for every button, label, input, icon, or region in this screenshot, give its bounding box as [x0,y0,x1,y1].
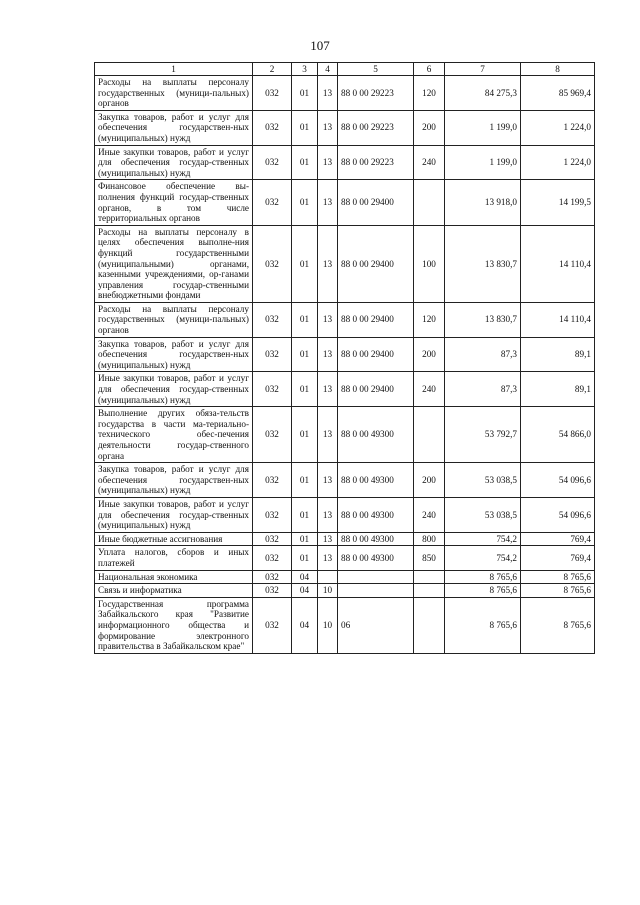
row-pr: 13 [318,302,338,337]
row-rz: 04 [292,597,318,653]
table-row [95,584,595,598]
row-ved: 032 [253,546,292,570]
row-vr [414,180,445,225]
row-pr: 13 [318,76,338,111]
row-pr: 13 [318,180,338,225]
row-rz: 04 [292,570,318,584]
row-pr: 13 [318,532,338,546]
row-pr: 13 [318,407,338,463]
row-vr: 200 [414,337,445,372]
row-ved: 032 [253,110,292,145]
row-sum1: 13 830,7 [445,225,521,302]
page-number: 107 [310,38,330,53]
row-rz: 04 [292,584,318,598]
table-row [95,337,595,372]
row-rz: 01 [292,497,318,532]
row-sum2: 8 765,6 [521,584,595,598]
row-sum2: 89,1 [521,337,595,372]
row-sum2: 89,1 [521,372,595,407]
row-name: Иные бюджетные ассигнования [95,532,253,546]
row-sum1: 754,2 [445,546,521,570]
row-pr: 13 [318,145,338,180]
row-sum2: 54 866,0 [521,407,595,463]
row-sum2: 14 110,4 [521,302,595,337]
row-vr: 200 [414,110,445,145]
row-sum2: 769,4 [521,532,595,546]
row-vr: 120 [414,76,445,111]
row-ved: 032 [253,337,292,372]
row-ved: 032 [253,76,292,111]
table-row [95,463,595,498]
table-row [95,180,595,225]
row-sum1: 84 275,3 [445,76,521,111]
row-vr: 850 [414,546,445,570]
header-cell: 6 [414,63,445,76]
row-sum1: 53 792,7 [445,407,521,463]
row-csr: 88 0 00 49300 [338,532,414,546]
row-pr: 13 [318,225,338,302]
row-ved: 032 [253,225,292,302]
row-csr: 88 0 00 29400 [338,302,414,337]
table-row [95,372,595,407]
header-cell: 3 [292,63,318,76]
row-sum2: 54 096,6 [521,497,595,532]
row-name: Расходы на выплаты персоналу государственных (муници-пальных) органов [95,76,253,111]
row-csr: 88 0 00 29223 [338,76,414,111]
row-pr: 13 [318,337,338,372]
row-ved: 032 [253,407,292,463]
row-ved: 032 [253,302,292,337]
row-sum1: 1 199,0 [445,110,521,145]
row-vr: 240 [414,372,445,407]
header-cell: 2 [253,63,292,76]
row-pr: 13 [318,497,338,532]
row-vr [414,570,445,584]
row-rz: 01 [292,110,318,145]
row-csr: 88 0 00 29400 [338,225,414,302]
table-row [95,497,595,532]
row-name: Финансовое обеспечение вы-полнения функций государ-ственных органов, в том числе территориальных органов [95,180,253,225]
row-name: Закупка товаров, работ и услуг для обеспечения государствен-ных (муниципальных) нужд [95,337,253,372]
row-csr: 88 0 00 29400 [338,180,414,225]
table-row [95,532,595,546]
row-sum1: 8 765,6 [445,597,521,653]
row-name: Расходы на выплаты персоналу в целях обеспечения выполне-ния функций государственными (муниципальными) органами, казенными учреждениями, ор-ганами управления государ-ственными внебюджетными фондами [95,225,253,302]
row-csr: 88 0 00 49300 [338,497,414,532]
row-csr: 88 0 00 29400 [338,372,414,407]
row-name: Государственная программа Забайкальского края "Развитие информационного общества и формирование электронного правительства в Забайкальском крае" [95,597,253,653]
row-vr: 240 [414,145,445,180]
row-ved: 032 [253,180,292,225]
row-sum2: 14 199,5 [521,180,595,225]
row-pr: 13 [318,110,338,145]
table-row [95,110,595,145]
table-row [95,407,595,463]
row-ved: 032 [253,372,292,407]
header-cell: 1 [95,63,253,76]
row-sum1: 754,2 [445,532,521,546]
row-csr: 88 0 00 29223 [338,145,414,180]
row-rz: 01 [292,372,318,407]
row-pr: 10 [318,584,338,598]
row-pr [318,570,338,584]
row-rz: 01 [292,463,318,498]
row-sum1: 87,3 [445,337,521,372]
row-name: Выполнение других обяза-тельств государства в части ма-териально-технического обес-печения деятельности государ-ственного органа [95,407,253,463]
row-pr: 13 [318,546,338,570]
row-csr: 88 0 00 49300 [338,463,414,498]
header-row [95,63,595,76]
row-ved: 032 [253,463,292,498]
row-name: Уплата налогов, сборов и иных платежей [95,546,253,570]
row-ved: 032 [253,597,292,653]
row-name: Закупка товаров, работ и услуг для обеспечения государствен-ных (муниципальных) нужд [95,110,253,145]
table-row [95,546,595,570]
row-ved: 032 [253,584,292,598]
row-sum2: 1 224,0 [521,110,595,145]
row-sum1: 87,3 [445,372,521,407]
header-cell: 5 [338,63,414,76]
row-ved: 032 [253,145,292,180]
row-sum2: 769,4 [521,546,595,570]
row-sum2: 1 224,0 [521,145,595,180]
row-rz: 01 [292,145,318,180]
row-vr: 200 [414,463,445,498]
row-csr: 88 0 00 29223 [338,110,414,145]
row-vr: 240 [414,497,445,532]
row-sum1: 13 830,7 [445,302,521,337]
row-rz: 01 [292,532,318,546]
row-sum1: 8 765,6 [445,570,521,584]
row-vr: 100 [414,225,445,302]
row-sum1: 8 765,6 [445,584,521,598]
row-vr: 800 [414,532,445,546]
row-vr [414,407,445,463]
table-row [95,145,595,180]
row-rz: 01 [292,225,318,302]
table-row [95,597,595,653]
row-ved: 032 [253,532,292,546]
row-rz: 01 [292,407,318,463]
row-pr: 10 [318,597,338,653]
row-sum2: 14 110,4 [521,225,595,302]
row-name: Расходы на выплаты персоналу государственных (муници-пальных) органов [95,302,253,337]
row-sum1: 53 038,5 [445,463,521,498]
row-csr [338,570,414,584]
row-sum2: 8 765,6 [521,597,595,653]
row-sum2: 85 969,4 [521,76,595,111]
row-sum1: 53 038,5 [445,497,521,532]
row-vr: 120 [414,302,445,337]
row-ved: 032 [253,570,292,584]
row-rz: 01 [292,337,318,372]
row-name: Связь и информатика [95,584,253,598]
row-sum1: 1 199,0 [445,145,521,180]
row-csr [338,584,414,598]
budget-table [94,62,595,654]
row-sum2: 8 765,6 [521,570,595,584]
row-vr [414,597,445,653]
row-pr: 13 [318,372,338,407]
row-name: Иные закупки товаров, работ и услуг для обеспечения государ-ственных (муниципальных) нужд [95,145,253,180]
row-ved: 032 [253,497,292,532]
row-name: Национальная экономика [95,570,253,584]
row-rz: 01 [292,180,318,225]
row-rz: 01 [292,76,318,111]
row-rz: 01 [292,302,318,337]
row-csr: 88 0 00 49300 [338,546,414,570]
row-name: Иные закупки товаров, работ и услуг для обеспечения государ-ственных (муниципальных) нужд [95,497,253,532]
row-pr: 13 [318,463,338,498]
row-csr: 06 [338,597,414,653]
row-csr: 88 0 00 49300 [338,407,414,463]
table-row [95,225,595,302]
table-row [95,570,595,584]
table-row [95,302,595,337]
row-vr [414,584,445,598]
row-csr: 88 0 00 29400 [338,337,414,372]
row-rz: 01 [292,546,318,570]
table-row [95,76,595,111]
header-cell: 7 [445,63,521,76]
row-sum2: 54 096,6 [521,463,595,498]
header-cell: 4 [318,63,338,76]
row-name: Иные закупки товаров, работ и услуг для обеспечения государ-ственных (муниципальных) нужд [95,372,253,407]
header-cell: 8 [521,63,595,76]
row-name: Закупка товаров, работ и услуг для обеспечения государствен-ных (муниципальных) нужд [95,463,253,498]
row-sum1: 13 918,0 [445,180,521,225]
